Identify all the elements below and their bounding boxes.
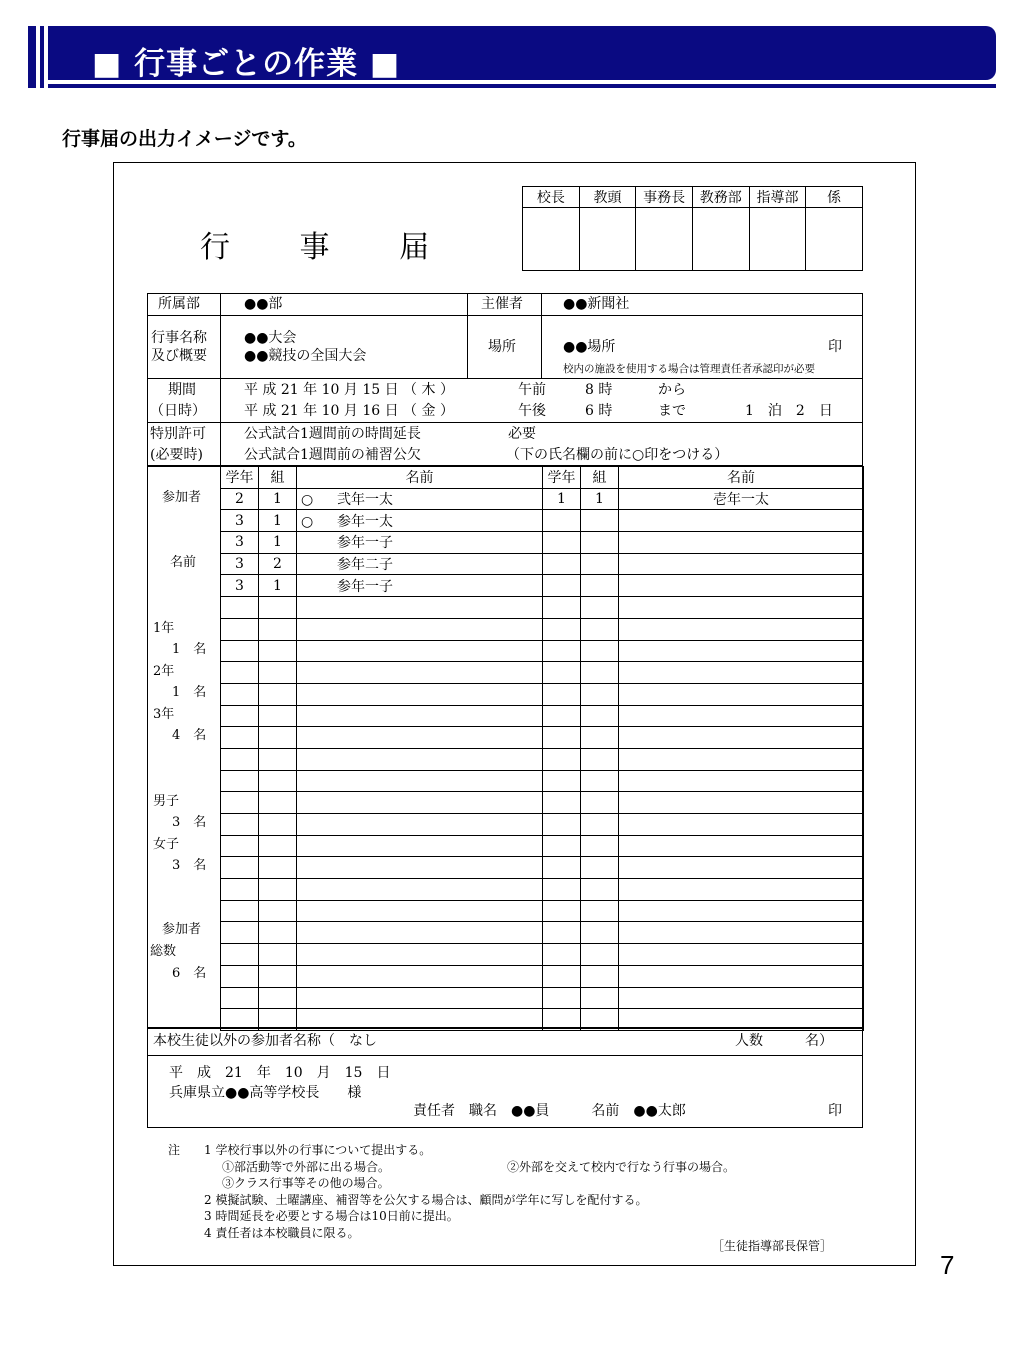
grade-cell (543, 879, 581, 901)
period-end-date: 平 成 21 年 10 月 16 日 （ 金 ） (244, 403, 454, 419)
name-cell (619, 553, 864, 575)
grade-cell (543, 922, 581, 944)
participants-header-row (221, 467, 864, 489)
note-line: ②外部を交えて校内で行なう行事の場合。 (507, 1159, 736, 1174)
class-cell (581, 944, 619, 966)
place-note: 校内の施設を使用する場合は管理責任者承認印が必要 (563, 363, 815, 375)
grade-cell (221, 597, 259, 619)
class-cell (259, 944, 297, 966)
responsible-person: 責任者 職名 ●●員 名前 ●●太郎 (413, 1103, 686, 1119)
class-cell (259, 835, 297, 857)
table-row (221, 510, 864, 532)
place-label: 場所 (488, 339, 516, 355)
period-end-time: 6 時 (585, 403, 613, 419)
table-row (221, 705, 864, 727)
responsible-seal: 印 (828, 1103, 842, 1119)
class-cell (259, 662, 297, 684)
name-cell (619, 662, 864, 684)
page-subtitle: 行事届の出力イメージです。 (62, 128, 307, 150)
grade-cell (221, 705, 259, 727)
grade-cell (221, 987, 259, 1009)
class-cell (259, 922, 297, 944)
table-row (221, 748, 864, 770)
note-line: 4 責任者は本校職員に限る。 (204, 1225, 360, 1240)
stamp-header: 事務長 (636, 187, 693, 208)
name-cell (297, 705, 543, 727)
grade-cell (543, 835, 581, 857)
side-label-male: 男子 (153, 794, 180, 809)
participant-name: 弐年一太 (337, 492, 393, 509)
grade-cell (543, 532, 581, 554)
name-cell (619, 705, 864, 727)
stamp-cell[interactable] (749, 208, 806, 271)
class-cell: 1 (259, 575, 297, 597)
name-cell (297, 922, 543, 944)
participant-name: 参年一太 (337, 513, 393, 530)
note-line: ③クラス行事等その他の場合。 (222, 1176, 390, 1190)
name-cell (297, 510, 543, 532)
table-row (221, 553, 864, 575)
note-line: 3 時間延長を必要とする場合は10日前に提出。 (204, 1209, 459, 1223)
grade-cell (543, 705, 581, 727)
name-cell (619, 575, 864, 597)
grade-cell (221, 770, 259, 792)
table-row (221, 814, 864, 836)
name-cell (297, 683, 543, 705)
class-cell (259, 597, 297, 619)
stamp-header: 校長 (523, 187, 580, 208)
name-cell (297, 987, 543, 1009)
table-row (221, 575, 864, 597)
grade-cell: 2 (221, 488, 259, 510)
side-label-name: 名前 (170, 555, 197, 570)
event-value-2: ●●競技の全国大会 (244, 348, 367, 364)
stamp-cell[interactable] (523, 208, 580, 271)
class-cell (259, 748, 297, 770)
submit-date: 平 成 21 年 10 月 15 日 (169, 1065, 391, 1081)
name-cell (297, 553, 543, 575)
stamp-header: 指導部 (749, 187, 806, 208)
class-cell: 1 (259, 532, 297, 554)
class-cell (581, 662, 619, 684)
side-label-total2: 総数 (150, 944, 177, 959)
class-cell (581, 770, 619, 792)
grade-cell (221, 748, 259, 770)
notes (168, 1142, 735, 1241)
period-end-suffix: まで (658, 403, 686, 419)
side-label-female-n: 3 名 (172, 858, 207, 873)
special-row-1: 公式試合1週間前の時間延長 (244, 426, 421, 442)
table-row (221, 792, 864, 814)
class-cell (581, 792, 619, 814)
grade-cell (221, 814, 259, 836)
side-label-y2: 2年 (153, 664, 175, 679)
page-number: 7 (940, 1250, 955, 1280)
note-line: 注 1 学校行事以外の行事について提出する。 (168, 1143, 432, 1157)
name-cell (619, 770, 864, 792)
absence-mark: ○ (301, 492, 314, 509)
grade-cell (543, 727, 581, 749)
class-cell: 1 (259, 510, 297, 532)
name-cell (619, 532, 864, 554)
table-row (221, 879, 864, 901)
class-cell (259, 879, 297, 901)
grade-cell (221, 965, 259, 987)
grade-cell: 3 (221, 575, 259, 597)
stay-length: 1 泊 2 日 (745, 403, 833, 419)
side-label-y3n: 4 名 (172, 728, 207, 743)
grade-cell (543, 683, 581, 705)
name-cell (297, 640, 543, 662)
note-line: 2 模擬試験、土曜講座、補習等を公欠する場合は、顧問が学年に写しを配付する。 (204, 1192, 648, 1207)
table-row (221, 597, 864, 619)
table-row (221, 662, 864, 684)
grade-cell (543, 944, 581, 966)
stamp-cell[interactable] (806, 208, 863, 271)
approval-stamp-table (522, 186, 863, 271)
class-cell (581, 879, 619, 901)
side-label-y2n: 1 名 (172, 685, 207, 700)
side-label-participant: 参加者 (162, 490, 202, 505)
grade-cell (543, 553, 581, 575)
col-header-grade: 学年 (221, 467, 259, 489)
form-title: 行 事 届 (200, 230, 460, 265)
special-row-2-note: （下の氏名欄の前に○印をつける） (506, 447, 729, 463)
grade-cell (221, 792, 259, 814)
side-label-male-n: 3 名 (172, 815, 207, 830)
class-cell (581, 727, 619, 749)
grade-cell (543, 900, 581, 922)
name-cell (619, 597, 864, 619)
class-cell (581, 618, 619, 640)
side-label-y3: 3年 (153, 707, 175, 722)
name-cell (619, 987, 864, 1009)
name-cell (619, 879, 864, 901)
grade-cell (543, 770, 581, 792)
class-cell: 2 (259, 553, 297, 575)
name-cell (297, 662, 543, 684)
name-cell (619, 944, 864, 966)
name-cell (619, 792, 864, 814)
class-cell (259, 792, 297, 814)
grade-cell: 3 (221, 510, 259, 532)
grade-cell (221, 618, 259, 640)
dept-label: 所属部 (158, 296, 200, 312)
name-cell (297, 488, 543, 510)
table-row (221, 727, 864, 749)
name-cell (297, 879, 543, 901)
col-header-class: 組 (259, 467, 297, 489)
name-cell (297, 597, 543, 619)
grade-cell (221, 900, 259, 922)
class-cell: 1 (581, 488, 619, 510)
name-cell (619, 727, 864, 749)
class-cell (581, 597, 619, 619)
period-end-ampm: 午後 (518, 403, 546, 419)
name-cell (619, 900, 864, 922)
grade-cell (543, 792, 581, 814)
stamp-cell[interactable] (692, 208, 749, 271)
grade-cell (543, 748, 581, 770)
name-cell (297, 835, 543, 857)
stamp-header: 係 (806, 187, 863, 208)
class-cell (259, 965, 297, 987)
col-header-grade: 学年 (543, 467, 581, 489)
host-label: 主催者 (481, 296, 523, 312)
name-cell (619, 510, 864, 532)
class-cell (581, 987, 619, 1009)
side-label-female: 女子 (153, 837, 180, 852)
name-cell (619, 814, 864, 836)
class-cell (259, 618, 297, 640)
stamp-header: 教頭 (579, 187, 636, 208)
grade-cell (221, 727, 259, 749)
name-cell (619, 965, 864, 987)
grade-cell (221, 662, 259, 684)
name-cell (297, 575, 543, 597)
table-row (221, 857, 864, 879)
name-cell (619, 857, 864, 879)
table-row (221, 488, 864, 510)
special-row-2: 公式試合1週間前の補習公欠 (244, 447, 421, 463)
name-cell (297, 792, 543, 814)
grade-cell (543, 662, 581, 684)
participant-name: 参年一子 (337, 578, 393, 595)
grade-cell (221, 944, 259, 966)
grade-cell (221, 835, 259, 857)
col-header-class: 組 (581, 467, 619, 489)
table-row (221, 922, 864, 944)
class-cell (259, 987, 297, 1009)
class-cell: 1 (259, 488, 297, 510)
class-cell (581, 640, 619, 662)
table-row (221, 965, 864, 987)
participant-name: 参年一子 (337, 535, 393, 552)
name-cell (297, 965, 543, 987)
grade-cell (221, 857, 259, 879)
table-row (221, 770, 864, 792)
class-cell (259, 705, 297, 727)
stamp-header: 教務部 (692, 187, 749, 208)
grade-cell (543, 965, 581, 987)
grade-cell (543, 618, 581, 640)
name-cell (297, 532, 543, 554)
grade-cell (543, 640, 581, 662)
grade-cell: 1 (543, 488, 581, 510)
others-label: 本校生徒以外の参加者名称（ なし (153, 1033, 377, 1049)
keeper-note: ［生徒指導部長保管］ (712, 1239, 833, 1253)
table-row (221, 683, 864, 705)
table-row (221, 944, 864, 966)
class-cell (581, 857, 619, 879)
name-cell (297, 770, 543, 792)
section-banner (28, 26, 996, 88)
name-cell (619, 640, 864, 662)
class-cell (581, 965, 619, 987)
class-cell (581, 553, 619, 575)
stamp-cell[interactable] (636, 208, 693, 271)
banner-title: ■ 行事ごとの作業 ■ (92, 46, 401, 82)
class-cell (259, 857, 297, 879)
table-row (221, 640, 864, 662)
period-label-2: （日時） (150, 403, 206, 419)
place-seal: 印 (828, 339, 842, 355)
name-cell (619, 835, 864, 857)
class-cell (581, 835, 619, 857)
others-count: 人数 名） (735, 1033, 833, 1049)
name-cell (297, 618, 543, 640)
name-cell (297, 748, 543, 770)
table-row (221, 618, 864, 640)
grade-cell (221, 640, 259, 662)
name-cell (619, 922, 864, 944)
name-cell (619, 618, 864, 640)
grade-cell (543, 987, 581, 1009)
period-start-suffix: から (658, 382, 686, 398)
table-row (221, 900, 864, 922)
name-cell (297, 814, 543, 836)
grade-cell (543, 857, 581, 879)
period-label-1: 期間 (168, 382, 196, 398)
addressee: 兵庫県立●●高等学校長 様 (169, 1085, 362, 1101)
absence-mark: ○ (301, 513, 314, 530)
class-cell (581, 705, 619, 727)
name-cell (619, 683, 864, 705)
grade-cell (221, 879, 259, 901)
class-cell (581, 748, 619, 770)
event-label-2: 及び概要 (151, 348, 207, 364)
period-start-time: 8 時 (585, 382, 613, 398)
name-cell (297, 944, 543, 966)
side-label-total-n: 6 名 (172, 966, 207, 981)
special-label-2: (必要時) (150, 447, 203, 463)
event-value-1: ●●大会 (244, 330, 297, 346)
class-cell (259, 770, 297, 792)
event-label-1: 行事名称 (151, 330, 207, 346)
grade-cell: 3 (221, 532, 259, 554)
side-label-total1: 参加者 (162, 922, 202, 937)
note-line: ①部活動等で外部に出る場合。 (222, 1159, 391, 1174)
name-cell (297, 900, 543, 922)
grade-cell (543, 597, 581, 619)
table-row (221, 987, 864, 1009)
table-row (221, 532, 864, 554)
participant-name: 壱年一太 (713, 492, 769, 509)
grade-cell (221, 922, 259, 944)
class-cell (581, 510, 619, 532)
col-header-name: 名前 (619, 467, 864, 489)
participant-name: 参年二子 (337, 557, 393, 574)
grade-cell (543, 510, 581, 532)
grade-cell (543, 575, 581, 597)
grade-cell (221, 683, 259, 705)
class-cell (259, 814, 297, 836)
special-label-1: 特別許可 (150, 426, 206, 442)
class-cell (581, 683, 619, 705)
dept-value: ●●部 (244, 296, 283, 312)
grade-cell: 3 (221, 553, 259, 575)
participants-table (220, 466, 864, 1031)
class-cell (581, 900, 619, 922)
host-value: ●●新聞社 (563, 296, 630, 312)
class-cell (581, 575, 619, 597)
class-cell (581, 814, 619, 836)
class-cell (581, 922, 619, 944)
name-cell (619, 488, 864, 510)
name-cell (619, 748, 864, 770)
grade-cell (543, 814, 581, 836)
class-cell (259, 900, 297, 922)
class-cell (259, 727, 297, 749)
name-cell (297, 857, 543, 879)
col-header-name: 名前 (297, 467, 543, 489)
period-start-ampm: 午前 (518, 382, 546, 398)
name-cell (297, 727, 543, 749)
class-cell (259, 640, 297, 662)
place-value: ●●場所 (563, 339, 616, 355)
period-start-date: 平 成 21 年 10 月 15 日 （ 木 ） (244, 382, 454, 398)
side-label-y1: 1年 (153, 621, 175, 636)
class-cell (259, 683, 297, 705)
side-label-y1n: 1 名 (172, 642, 207, 657)
class-cell (581, 532, 619, 554)
stamp-cell[interactable] (579, 208, 636, 271)
table-row (221, 835, 864, 857)
special-row-1-note: 必要 (508, 426, 536, 442)
